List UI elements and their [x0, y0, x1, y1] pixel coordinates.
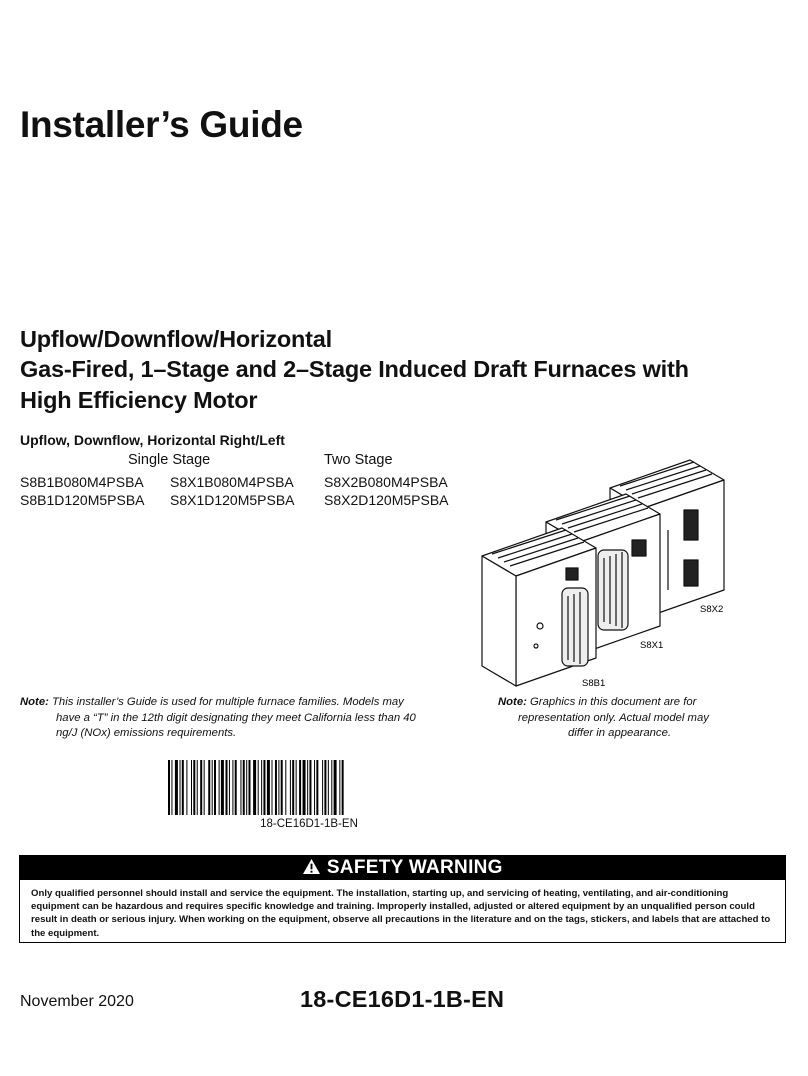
- furnace-s8b1: [482, 528, 596, 686]
- safety-warning-title: SAFETY WARNING: [326, 857, 503, 878]
- subtitle-line-3: High Efficiency Motor: [20, 387, 258, 413]
- furnace-illustration: [478, 450, 798, 690]
- note-line: ng/J (NOx) emissions requirements.: [56, 727, 237, 739]
- document-number: 18-CE16D1-1B-EN: [300, 986, 505, 1012]
- safety-warning-text: Only qualified personnel should install and service the equipment. The installation, starting up, and servicing of heating, ventilating, and air-conditioning equipment can be hazardous and requires specific knowledge and training. Improperly installed, adjusted or altered equipment by an unqualified person could result in death or serious injury. When working on the equipment, observe all precautions in the literature and on the tags, stickers, and labels that are attached to the equipment.: [31, 888, 771, 939]
- label-s8x2: S8X2: [700, 604, 724, 615]
- model-number: S8B1D120M5PSBA: [20, 492, 145, 508]
- note-multiple-families: [20, 695, 470, 742]
- label-s8x1: S8X1: [640, 640, 664, 651]
- subtitle-line-2: Gas-Fired, 1–Stage and 2–Stage Induced Draft Furnaces with: [20, 356, 689, 382]
- note-graphics: [498, 695, 778, 742]
- note-line: This installer’s Guide is used for multiple furnace families. Models may: [52, 696, 404, 708]
- publication-date: November 2020: [20, 993, 134, 1010]
- safety-warning-box: [19, 855, 786, 943]
- safety-warning-header: [20, 856, 785, 880]
- note-line: Graphics in this document are for: [530, 696, 697, 708]
- model-number: S8X1D120M5PSBA: [170, 492, 295, 508]
- subtitle-line-1: Upflow/Downflow/Horizontal: [20, 326, 333, 352]
- model-number: S8X1B080M4PSBA: [170, 474, 294, 490]
- model-number: S8X2D120M5PSBA: [324, 492, 449, 508]
- document-title: Installer’s Guide: [20, 104, 303, 145]
- note-line: differ in appearance.: [568, 727, 671, 739]
- model-number: S8B1B080M4PSBA: [20, 474, 144, 490]
- note-line: representation only. Actual model may: [518, 711, 709, 724]
- model-number: S8X2B080M4PSBA: [324, 474, 448, 490]
- single-stage-label: Single Stage: [128, 452, 211, 468]
- label-s8b1: S8B1: [582, 678, 606, 689]
- warning-triangle-icon: [302, 858, 321, 875]
- note-label: Note:: [20, 696, 49, 708]
- two-stage-label: Two Stage: [324, 452, 393, 468]
- barcode-text: 18-CE16D1-1B-EN: [260, 818, 358, 830]
- models-heading: Upflow, Downflow, Horizontal Right/Left: [20, 432, 285, 448]
- barcode: [168, 760, 450, 815]
- note-line: have a “T” in the 12th digit designating they meet California less than 40: [56, 711, 416, 724]
- note-label: Note:: [498, 696, 527, 708]
